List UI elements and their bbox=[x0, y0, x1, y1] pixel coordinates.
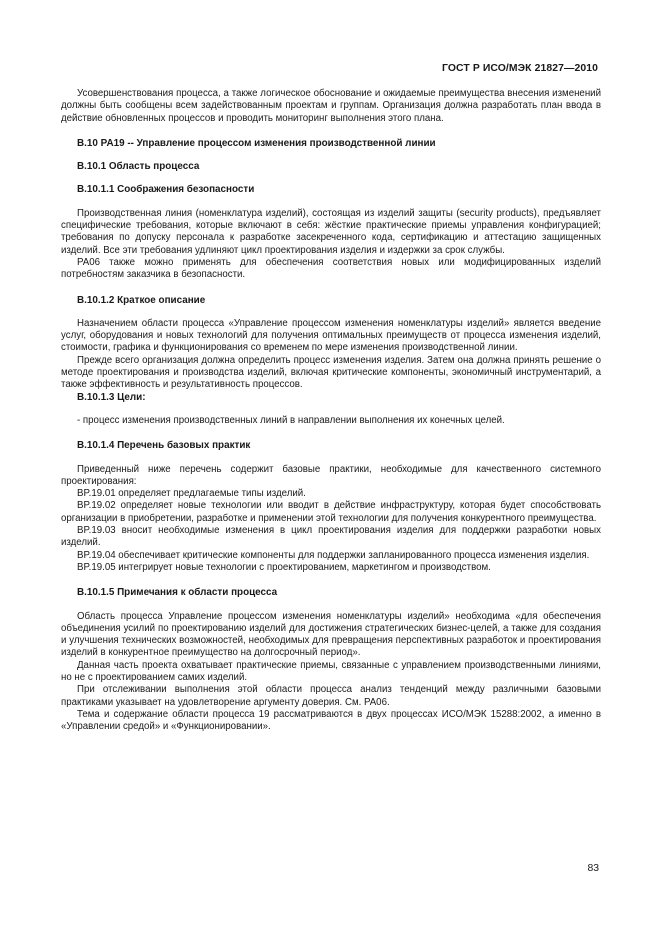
spacer bbox=[61, 150, 601, 161]
section-heading: B.10 PA19 -- Управление процессом изменения производственной линии bbox=[77, 137, 436, 149]
paragraph: Данная часть проекта охватывает практические приемы, связанные с управлением производственными линиями, но не с проектированием самих изделий. bbox=[61, 659, 601, 683]
paragraph: - процесс изменения производственных линий в направлении выполнения их конечных целей. bbox=[77, 414, 505, 426]
paragraph: BP.19.02 определяет новые технологии или вводит в действие инфраструктуру, которая будет способствовать организации в приобретении, разработке и применении этой технологии для получения конкурентного преимущества. bbox=[61, 500, 601, 524]
spacer bbox=[61, 197, 601, 208]
paragraph: BP.19.04 обеспечивает критические компоненты для поддержки запланированного процесса изменения изделия. bbox=[77, 549, 590, 561]
section-heading: B.10.1 Область процесса bbox=[77, 161, 200, 173]
spacer bbox=[61, 307, 601, 318]
spacer bbox=[61, 600, 601, 611]
spacer bbox=[61, 574, 601, 587]
paragraph: Тема и содержание области процесса 19 рассматриваются в двух процессах ИСО/МЭК 15288:2002, а именно в «Управлении средой» и «Функционировании». bbox=[61, 708, 601, 733]
paragraph: Усовершенствования процесса, а также логическое обоснование и ожидаемые преимущества внесения изменений должны быть сообщены всем задействованным проектам и группам. Организация должна разработать план ввода в действие обновленных процессов и проводить мониторинг выполнения этого плана. bbox=[61, 88, 601, 124]
section-heading: B.10.1.3 Цели: bbox=[77, 391, 146, 403]
paragraph: BP.19.01 определяет предлагаемые типы изделий. bbox=[77, 488, 306, 500]
section-heading: B.10.1.1 Соображения безопасности bbox=[77, 184, 255, 196]
paragraph: При отслеживании выполнения этой области процесса анализ тенденций между различными базовыми практиками указывает на удовлетворение аргументу доверия. См. PA06. bbox=[61, 684, 601, 708]
paragraph: BP.19.05 интегрирует новые технологии с проектированием, маркетингом и производством. bbox=[77, 561, 491, 573]
section-heading: B.10.1.2 Краткое описание bbox=[77, 294, 206, 306]
spacer bbox=[61, 453, 601, 464]
paragraph: BP.19.03 вносит необходимые изменения в цикл проектирования изделия для поддержки разработки новых изделий. bbox=[61, 525, 601, 549]
paragraph: Приведенный ниже перечень содержит базовые практики, необходимые для качественного системного проектирования: bbox=[61, 463, 601, 487]
section-heading: B.10.1.5 Примечания к области процесса bbox=[77, 587, 278, 599]
paragraph: Прежде всего организация должна определить процесс изменения изделия. Затем она должна принять решение о методе проектирования и производства изделий, включая критические компоненты, экономичный инструментарий, а также эффективность и результативность процессов. bbox=[61, 354, 601, 391]
spacer bbox=[61, 125, 601, 138]
paragraph: Назначением области процесса «Управление процессом изменения номенклатуры изделий» является введение услуг, оборудования и новых технологий для получения оптимальных преимуществ от процесса изменения изделий, стоимости, графика и функционирования со временем по мере изменения производственной линии. bbox=[61, 317, 601, 354]
section-heading: B.10.1.4 Перечень базовых практик bbox=[77, 440, 251, 452]
standard-header: ГОСТ Р ИСО/МЭК 21827—2010 bbox=[442, 63, 598, 74]
paragraph: Производственная линия (номенклатура изделий), состоящая из изделий защиты (security products), предъявляет специфические требования, которые включают в себя: жёсткие практические приемы управления конфигурацией; требования по допуску персонала к разработке засекреченного кода, сертификацию и аттестацию защищенных изделий. Все эти требования удлиняют цикл проектирования изделия и издержки за срок службы. bbox=[61, 207, 601, 256]
document-body bbox=[61, 80, 601, 733]
paragraph: PA06 также можно применять для обеспечения соответствия новых или модифицированных изделий потребностям заказчика в безопасности. bbox=[61, 256, 601, 281]
spacer bbox=[61, 427, 601, 440]
spacer bbox=[61, 404, 601, 415]
spacer bbox=[61, 282, 601, 295]
page-number: 83 bbox=[587, 863, 599, 874]
paragraph: Область процесса Управление процессом изменения номенклатуры изделий» необходима «для обеспечения объединения усилий по проектированию изделий для достижения стратегических бизнес-целей, а также для создания и улучшения технических возможностей, необходимых для превращения перспективных разработок и проектирования изделий в конкурентное преимущество на долгосрочный период». bbox=[61, 610, 601, 659]
spacer bbox=[61, 173, 601, 184]
